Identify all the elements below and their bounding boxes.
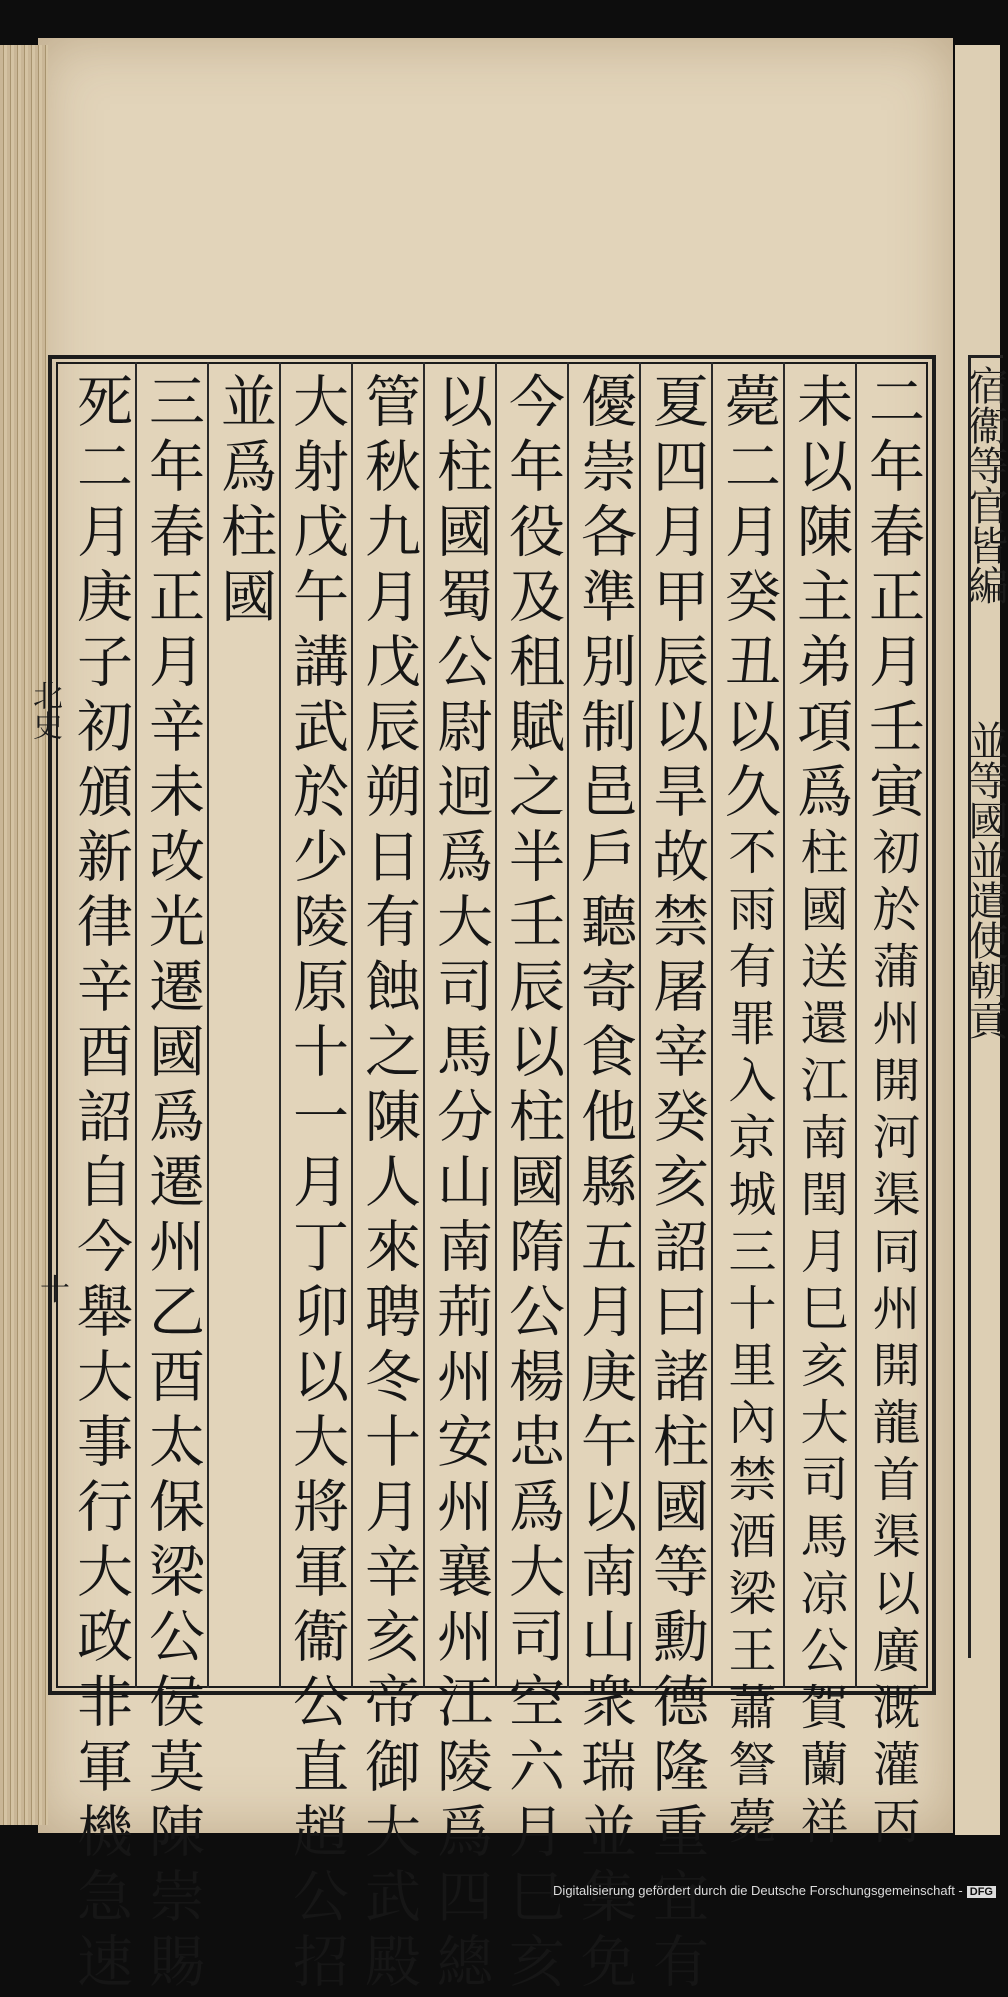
gutter-page-number: 十 xyxy=(40,1273,70,1308)
text-column xyxy=(640,372,712,1997)
text-column xyxy=(424,372,496,1997)
column-divider xyxy=(495,362,497,1688)
column-main-text: 今年役及租賦之半壬辰以柱國隋公楊忠爲大司空六月巳亥 xyxy=(500,372,565,1997)
column-main-text: 薨二月癸丑以久 xyxy=(716,372,781,827)
text-column xyxy=(496,372,568,1997)
text-column xyxy=(568,372,640,1997)
text-column xyxy=(208,372,280,632)
column-divider xyxy=(711,362,713,1688)
column-annotation-text: 不雨有罪入京城三十里內禁酒梁王蕭詧薨 xyxy=(720,827,776,1853)
column-main-text: 以柱國蜀公尉迥爲大司馬分山南荊州安州襄州江陵爲四總 xyxy=(428,372,493,1997)
column-divider xyxy=(351,362,353,1688)
right-page-text-1: 宿衞等官皆編 xyxy=(962,365,1008,605)
column-divider xyxy=(423,362,425,1688)
column-main-text: 並爲柱國 xyxy=(212,372,277,632)
column-main-text: 未以陳主弟項爲 xyxy=(788,372,853,827)
column-divider xyxy=(567,362,569,1688)
column-main-text: 管秋九月戊辰朔日有蝕之陳人來聘冬十月辛亥帝御大武殿 xyxy=(356,372,421,1997)
text-column xyxy=(856,372,928,1853)
column-main-text: 優崇各準別制邑戶聽寄食他縣五月庚午以南山衆瑞並集免 xyxy=(572,372,637,1997)
text-column xyxy=(280,372,352,1997)
column-main-text: 夏四月甲辰以旱故禁屠宰癸亥詔曰諸柱國等勳德隆重宜有 xyxy=(644,372,709,1997)
column-annotation-text: 初於蒲州開河渠同州開龍首渠以廣溉灌丙 xyxy=(864,827,920,1853)
text-column xyxy=(136,372,208,1997)
column-divider xyxy=(783,362,785,1688)
text-column xyxy=(712,372,784,1853)
column-main-text: 大射戊午講武於少陵原十一月丁卯以大將軍衞公直趙公招 xyxy=(284,372,349,1997)
column-divider xyxy=(855,362,857,1688)
column-divider xyxy=(279,362,281,1688)
column-divider xyxy=(207,362,209,1688)
dfg-logo: DFG xyxy=(967,1886,996,1898)
column-annotation-text: 柱國送還江南閏月巳亥大司馬凉公賀蘭祥 xyxy=(792,827,848,1853)
column-main-text: 死二月庚子初頒新律辛酉詔自今舉大事行大政非軍機急速 xyxy=(68,372,133,1997)
text-column xyxy=(64,372,136,1997)
page-edges xyxy=(0,45,48,1825)
column-main-text: 二年春正月壬寅 xyxy=(860,372,925,827)
gutter-title: 北史 xyxy=(27,680,62,740)
right-page-text-2: 並等國並遣使朝貢 xyxy=(962,720,1008,1040)
footer-text: Digitalisierung gefördert durch die Deutsche Forschungsgemeinschaft - xyxy=(553,1883,963,1898)
column-divider xyxy=(639,362,641,1688)
text-column xyxy=(784,372,856,1853)
column-main-text: 三年春正月辛未改光遷國爲遷州乙酉太保梁公侯莫陳崇賜 xyxy=(140,372,205,1997)
footer-credit xyxy=(553,1883,996,1898)
text-column xyxy=(352,372,424,1997)
column-divider xyxy=(135,362,137,1688)
